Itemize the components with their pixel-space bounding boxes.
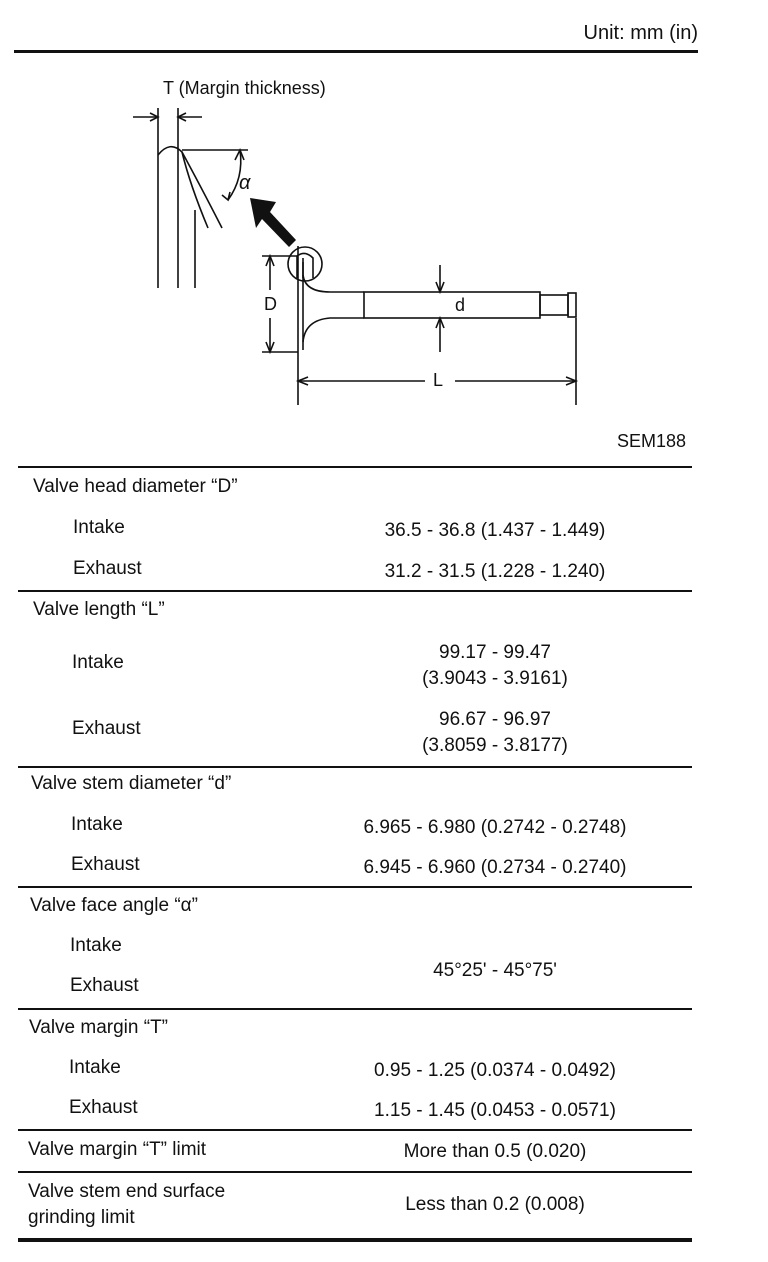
alpha-symbol: α — [239, 172, 251, 194]
length-title: Valve length “L” — [33, 599, 165, 620]
face-intake-label: Intake — [70, 935, 122, 956]
divider — [18, 886, 692, 888]
top-rule — [14, 50, 698, 53]
head-exhaust-value: 31.2 - 31.5 (1.228 - 1.240) — [384, 561, 606, 582]
head-diameter-title: Valve head diameter “D” — [33, 476, 238, 497]
length-intake-label: Intake — [72, 652, 124, 673]
grinding-limit-title: Valve stem end surface grinding limit — [28, 1181, 226, 1228]
length-intake-value-line1: 99.17 - 99.47 — [439, 642, 551, 663]
head-intake-value: 36.5 - 36.8 (1.437 - 1.449) — [384, 520, 606, 541]
margin-intake-value: 0.95 - 1.25 (0.0374 - 0.0492) — [374, 1060, 616, 1081]
margin-title: Valve margin “T” — [29, 1017, 169, 1038]
length-exhaust-value-line1: 96.67 - 96.97 — [439, 709, 551, 730]
table-top-rule — [18, 466, 692, 468]
face-angle-value: 45°25' - 45°75' — [433, 960, 557, 981]
head-exhaust-label: Exhaust — [73, 558, 142, 579]
valve-length-label: L — [433, 370, 444, 390]
divider — [18, 1171, 692, 1173]
stem-exhaust-value: 6.945 - 6.960 (0.2734 - 0.2740) — [363, 857, 627, 878]
margin-limit-value: More than 0.5 (0.020) — [403, 1141, 587, 1162]
grinding-limit-value: Less than 0.2 (0.008) — [405, 1194, 585, 1215]
divider — [18, 1129, 692, 1131]
face-exhaust-label: Exhaust — [70, 975, 139, 996]
margin-exhaust-value: 1.15 - 1.45 (0.0453 - 0.0571) — [374, 1100, 616, 1121]
divider — [18, 766, 692, 768]
stem-title: Valve stem diameter “d” — [31, 773, 232, 794]
margin-intake-label: Intake — [69, 1057, 121, 1078]
stem-intake-label: Intake — [71, 814, 123, 835]
stem-exhaust-label: Exhaust — [71, 854, 140, 875]
length-intake-value-line2: (3.9043 - 3.9161) — [422, 668, 568, 689]
divider — [18, 590, 692, 592]
valve-diagram — [0, 60, 768, 460]
margin-limit-title: Valve margin “T” limit — [28, 1139, 207, 1160]
head-intake-label: Intake — [73, 517, 125, 538]
length-exhaust-label: Exhaust — [72, 718, 141, 739]
margin-exhaust-label: Exhaust — [69, 1097, 138, 1118]
bottom-rule — [18, 1238, 692, 1242]
valve-head-diameter-label: D — [264, 294, 277, 314]
unit-label: Unit: mm (in) — [583, 22, 698, 44]
stem-diameter-label: d — [455, 295, 466, 315]
divider — [18, 1008, 692, 1010]
face-angle-title: Valve face angle “α” — [30, 895, 198, 916]
margin-thickness-label: T (Margin thickness) — [163, 78, 326, 98]
stem-intake-value: 6.965 - 6.980 (0.2742 - 0.2748) — [363, 817, 627, 838]
length-exhaust-value-line2: (3.8059 - 3.8177) — [422, 735, 568, 756]
figure-code: SEM188 — [616, 431, 686, 451]
